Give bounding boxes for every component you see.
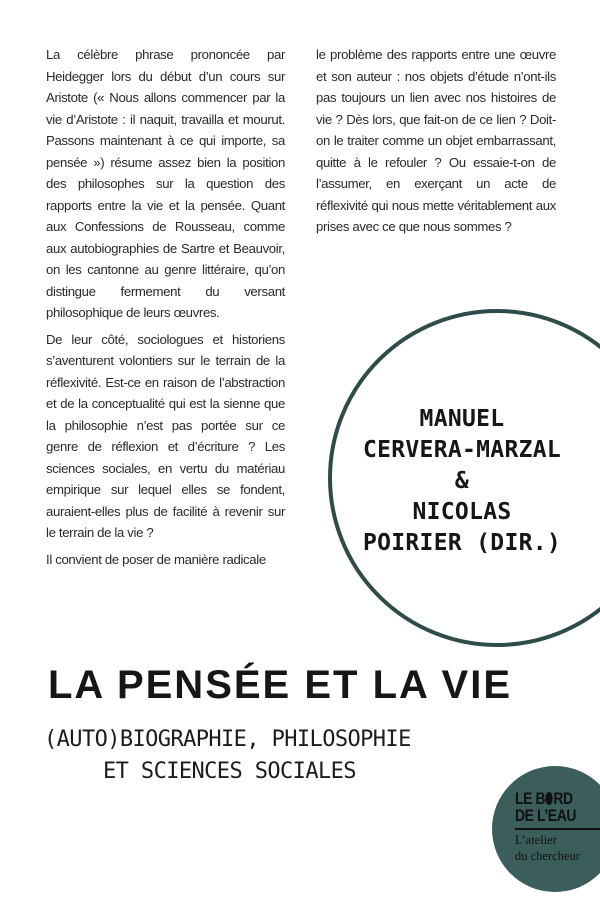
drop-icon — [546, 792, 553, 805]
collection-name — [515, 832, 580, 864]
logo-divider — [515, 828, 600, 830]
author-first-name: MANUEL — [419, 406, 505, 432]
author-first-name: NICOLAS — [412, 499, 512, 525]
book-title: LA PENSÉE ET LA VIE — [48, 663, 512, 707]
blurb-paragraph: le problème des rapports entre une œuvre et son auteur : nos objets d’étude n’ont-ils pas toujours un lien avec nos histoires de vie ? Dès lors, que fait-on de ce lien ? Doit-on le traiter comme un objet embarrassant, quitte à le refouler ? Ou essaie-t-on de l’assumer, en exerçant un acte de réflexivité qui nous mette véritablement aux prises avec ce que nous sommes ? — [316, 47, 556, 234]
author-last-name: POIRIER (DIR.) — [362, 530, 562, 556]
author-names — [330, 404, 594, 559]
blurb-column-left — [46, 44, 285, 575]
publisher-logo — [492, 766, 600, 892]
subtitle-line-2: ET SCIENCES SOCIALES — [103, 759, 356, 784]
publisher-name-part: RD — [553, 789, 573, 808]
blurb-paragraph: La célèbre phrase prononcée par Heidegger lors du début d’un cours sur Aristote (« Nous allons commencer par la vie d’Aristote : il naquit, travailla et mourut. Passons maintenant à ce qui importe, sa pensée ») résume assez bien la position des philosophes sur la question des rapports entre la vie et la pensée. Quant aux Confessions de Rousseau, comme aux autobiographies de Sartre et Beauvoir, on les cantonne au genre littéraire, qu’on distingue fermement du versant philosophique de leurs œuvres. — [46, 47, 285, 320]
blurb-column-right — [316, 44, 556, 243]
blurb-paragraph: De leur côté, sociologues et historiens s’aventurent volontiers sur le terrain de la réflexivité. Est-ce en raison de l’abstraction et de la conceptualité qui est la sienne que la philosophie n’est pas portée sur ce genre de réflexion et d’écriture ? Les sciences sociales, en vertu du matériau empirique sur lequel elles se fondent, auraient-elles plus de facilité à revenir sur le terrain de la vie ? — [46, 331, 285, 540]
blurb-paragraph: Il convient de poser de manière radicale — [46, 551, 266, 567]
author-ampersand: & — [454, 468, 470, 494]
collection-line-1: L’atelier — [515, 833, 557, 847]
publisher-name-part: LE B — [515, 789, 546, 808]
collection-line-2: du chercheur — [515, 849, 580, 863]
book-subtitle — [44, 724, 524, 788]
publisher-name-line-2: DE L’EAU — [515, 806, 577, 825]
publisher-name — [515, 790, 576, 824]
subtitle-line-1: (AUTO)BIOGRAPHIE, PHILOSOPHIE — [44, 727, 411, 752]
author-last-name: CERVERA-MARZAL — [362, 437, 562, 463]
